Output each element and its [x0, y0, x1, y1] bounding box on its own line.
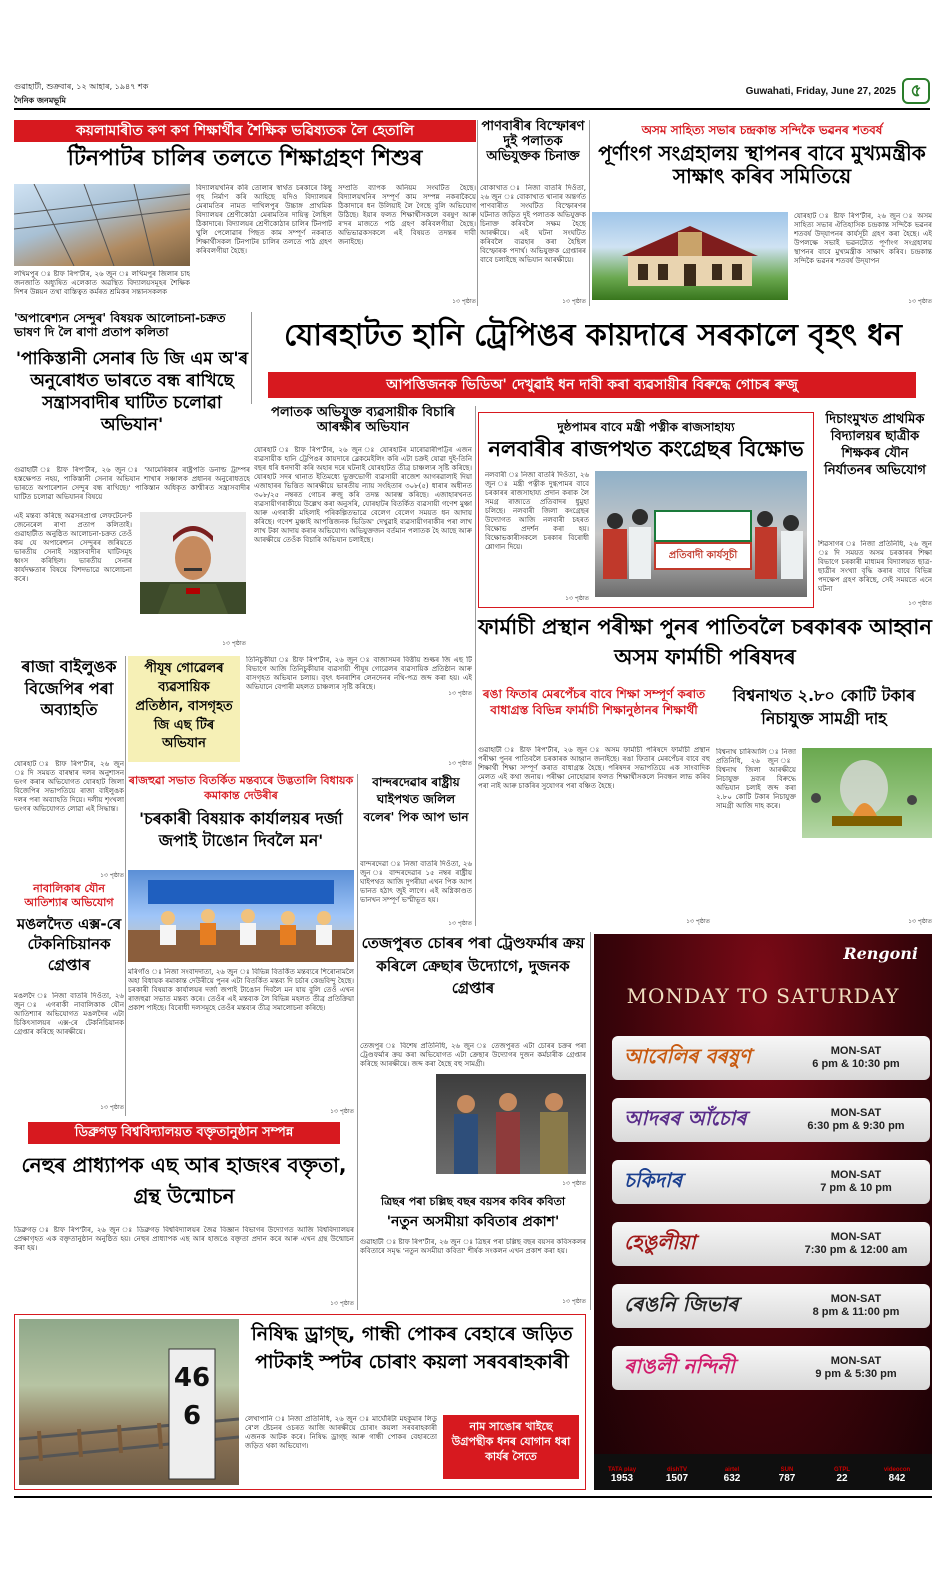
- story-body: শিৱসাগৰ ঃ নিজা প্ৰতিনিধি, ২৬ জুন ঃ দি সময়ত অসম চৰকাৰৰ শিক্ষা বিভাগে চৰকাৰী মাধ্যমৰ বিদ্যালয়ত ছাত্ৰ-ছাত্ৰীৰ সংখ্যা বৃদ্ধি কৰাৰ বাবে বিভিন্ন পদক্ষেপ গ্ৰহণ কৰিছে, সেই সময়তে এনে ঘটনা: [818, 540, 932, 593]
- show-days: MON-SAT: [830, 1231, 882, 1243]
- story-body: বিশ্বনাথ চাৰিআলি ঃ নিজা প্ৰতিনিধি, ২৬ জুন ঃ বিশ্বনাথ জিলা আৰক্ষীয়ে নিচাযুক্ত দ্ৰব্যৰ বিৰুদ্ধে অভিযান চলাই জব্দ কৰা ২.৮০ কোটি টকাৰ নিচাযুক্ত সামগ্ৰী আজি দাহ কৰে।: [716, 748, 796, 810]
- show-time: 8 pm & 11:00 pm: [812, 1306, 900, 1318]
- show-logo: আদৰৰ আঁচোৰ: [624, 1105, 747, 1130]
- story-panbari: [480, 120, 586, 306]
- show-timing: [782, 1107, 930, 1133]
- story-headline: ফাৰ্মাচী প্ৰস্থান পৰীক্ষা পুনৰ পাতিবলৈ চৰকাৰক আহ্বান অসম ফাৰ্মাচী পৰিষদৰ: [478, 615, 932, 670]
- page-number: ৫: [902, 78, 930, 104]
- protest-photo: [595, 471, 807, 597]
- column-rule: [475, 406, 476, 926]
- story-quote-headline: 'নতুন অসমীয়া কবিতাৰ প্ৰকাশ': [386, 1214, 560, 1230]
- story-body: ডিব্ৰুগড় ঃ ষ্টাফ ৰিপ'ৰ্টাৰ, ২৬ জুন ঃ ডিব্ৰুগড় বিশ্ববিদ্যালয়ৰ জৈৱ বিজ্ঞান বিভাগৰ উদ্যোগত আজি বিশ্ববিদ্যালয়ৰ প্ৰেক্ষাগৃহত এক বক্তৃতানুষ্ঠান অনুষ্ঠিত হয়। নেহুৰ প্ৰাধ্যাপক এছ আৰ হাজঙে বক্তৃতা প্ৰদান কৰে আৰু এখন গ্ৰন্থ উন্মোচন কৰা হয়।: [14, 1226, 354, 1252]
- story-body: লখিমপুৰ ঃ ষ্টাফ ৰিপ'ৰ্টাৰ, ২৬ জুন ঃ লখিমপুৰ জিলাৰ চাহ জনজাতি অধ্যুষিত এলেকাত অৱস্থিত বিদ্যালয়সমূহৰ শৈক্ষিক দিশৰ উন্নয়ন তথা বাস্তিত্বত কৰ্মৰত শ্ৰমিকৰ সন্তানসকলক: [14, 270, 190, 296]
- lead-headline: যোৰহাটত হানি ট্ৰেপিঙৰ কায়দাৰে সৰকালে বৃহৎ ধন: [283, 318, 903, 353]
- channel-number: 632: [723, 1473, 741, 1484]
- show-time: 7 pm & 10 pm: [820, 1182, 892, 1194]
- lead-subheadline: পলাতক অভিযুক্ত ব্যৱসায়ীক বিচাৰি আৰক্ষীৰ অভিযান: [271, 405, 455, 435]
- channel-number: 787: [778, 1473, 796, 1484]
- story-patkai-coal: [14, 1314, 586, 1490]
- channel-item: [877, 1467, 917, 1484]
- story-dichangmukh: [818, 412, 932, 608]
- rengoni-advertisement: [594, 934, 932, 1490]
- story-poetry-collection: [360, 1196, 586, 1310]
- channel-item: [822, 1467, 862, 1484]
- page-bottom-rule: [14, 1496, 932, 1498]
- story-headline: পূৰ্ণাংগ সংগ্ৰহালয় স্থাপনৰ বাবে মুখ্যমন্ত্ৰীক সাক্ষাৎ কৰিব সমিতিয়ে: [598, 141, 926, 188]
- show-days: MON-SAT: [830, 1293, 882, 1305]
- story-banner: কয়লামাৰীত কণ কণ শিক্ষাৰ্থীৰ শৈক্ষিক ভৱিষ্যতক লৈ হেতালি: [14, 120, 476, 142]
- show-days: MON-SAT: [830, 1045, 882, 1057]
- story-kicker: অসম সাহিত্য সভাৰ চন্দ্ৰকান্ত সন্দিকৈ ভৱনৰ শতবৰ্ষ: [641, 123, 883, 137]
- story-body: বান্দৰদেৱা ঃ নিজা বাতৰি দিওঁতা, ২৬ জুন ঃ বান্দৰদেৱাৰ ১৫ নম্বৰ ৰাষ্ট্ৰীয় ঘাইপথত আজি দুপৰীয়া এখন পিক আপ ভানত হঠাৎ জুই লাগে। এই অগ্নিকাণ্ডত ভানখন সম্পূৰ্ণ ভস্মীভূত হয়।: [360, 860, 472, 904]
- officer-portrait: [140, 512, 246, 614]
- channel-logo: SUN: [780, 1467, 794, 1473]
- story-congress-protest: [478, 412, 814, 608]
- story-body: নলবাৰী ঃ নিজা বাতৰি দিওঁতা, ২৬ জুন ঃ মন্ত্ৰী পত্নীক দুগ্ধপামৰ বাবে চৰকাৰৰ ৰাজসাহায্য প্ৰদান কৰাক লৈ সমগ্ৰ ৰাজ্যতে প্ৰতিবাদৰ ধুমুহা চলিছে। নলবাৰী জিলা কংগ্ৰেছৰ উদ্যোগত আজি নলবাৰী চহৰত বিক্ষোভ প্ৰদৰ্শন কৰা হয়। বিক্ষোভকাৰীসকলে চৰকাৰ বিৰোধী শ্লোগান দিয়ে।: [485, 471, 589, 551]
- show-days: MON-SAT: [830, 1107, 882, 1119]
- continued-label: ১৩ পৃষ্ঠাত: [908, 600, 932, 607]
- show-timing: [782, 1293, 930, 1319]
- show-row: [612, 1222, 930, 1266]
- column-rule: [251, 312, 252, 404]
- lead-story-honey-trap: [254, 314, 932, 404]
- show-row: [612, 1036, 930, 1080]
- story-body: লেখাপানি ঃ নিজা প্ৰতিনিধি, ২৬ জুন ঃ মাৰ্ঘেৰিটা মহকুমাৰ লিডু ৰে'ল ষ্টেচনৰ ওচৰত আজি আৰক্ষীয়ে চোৰাং কয়লা সৰবৰাহকাৰী এজনক আটক কৰে। নিষিদ্ধ ড্ৰাগ্‌ছ আৰু গান্ধী পোকৰ বেহাৰতো জড়িত থকা অভিযোগ।: [245, 1415, 437, 1450]
- story-headline: পাণবাৰীৰ বিস্ফোৰণ দুই পলাতক অভিযুক্তক চিনাক্ত: [481, 119, 585, 164]
- masthead: [14, 78, 930, 112]
- show-days: MON-SAT: [830, 1355, 882, 1367]
- show-time: 6:30 pm & 9:30 pm: [807, 1120, 905, 1132]
- show-row: [612, 1346, 930, 1390]
- story-banner: ডিব্ৰুগড় বিশ্ববিদ্যালয়ত বক্তৃতানুষ্ঠান সম্পন্ন: [28, 1122, 340, 1144]
- story-ramakanta-deuri: [128, 774, 354, 1118]
- show-timing: [782, 1045, 930, 1071]
- story-body: সম্প্ৰতি ব্যাপক অনিয়ম সংঘটিত হৈছে। বিদ্যালয়খনিৰ সম্পূৰ্ণ কাম সম্পন্ন নকৰাকৈয়ে ঠিকাদাৰে ধন উলিয়াই লৈ গৈছে বুলি অভিযোগ উঠিছে। ইয়াৰ ফলত শিক্ষাৰ্থীসকলে বৰষুণ আৰু ৰ'দৰ মাজতে পাঠ গ্ৰহণ কৰিবলগীয়া হৈছে। অভিভাৱকসকলে এই বিষয়ত তদন্তৰ দাবী জনাইছে।: [338, 184, 476, 246]
- story-headline: টিনপাটৰ চালিৰ তলতে শিক্ষাগ্ৰহণ শিশুৰ: [67, 146, 423, 171]
- story-body: গুৱাহাটী ঃ ষ্টাফ ৰিপ'ৰ্টাৰ, ২৬ জুন ঃ 'আমেৰিকাৰ ৰাষ্ট্ৰপতি ডনাল্ড ট্ৰাম্পৰ হস্তক্ষেপত নহয়, পাকিস্তানী সেনাৰ অভিযান শাখাৰ সঞ্চালক প্ৰধানৰ অনুৰোধতহে ভাৰতে অপাৰেশ্যন সেন্দুৰ বন্ধ ৰাখিছে।' পাকিস্তান অধিকৃত কাশ্মীৰত সন্ত্ৰাসবাদীৰ ঘাটিত চলোৱা অভিযানৰ বিষয়ে: [14, 466, 250, 501]
- column-rule: [589, 120, 590, 306]
- story-body: মৰিগাঁও ঃ নিজা সংবাদদাতা, ২৬ জুন ঃ বিভিন্ন বিতৰ্কিত মন্তব্যৰে শিৰোনামলৈ অহা বিধায়ক ৰমাকান্ত দেউৰীয়ে পুনৰ এটা বিতৰ্কিত মন্তব্য দি চৰ্চাৰ কেন্দ্ৰবিন্দু হৈছে। চৰকাৰী বিষয়াক কাৰ্যালয়ৰ দৰ্জা জপাই টাঙোন দিবলৈ মন যায় বুলি তেওঁ এখন ৰাজহুৱা সভাত মন্তব্য কৰে। তেওঁৰ এই মন্তব্যক লৈ বিভিন্ন মহলত তীব্ৰ প্ৰতিক্ৰিয়া প্ৰকাশ পাইছে। বিৰোধী দলসমূহে তেওঁৰ মন্তব্যৰ তীব্ৰ সমালোচনা কৰিছে।: [128, 968, 354, 1012]
- continued-label: ১৩ পৃষ্ঠাত: [562, 1298, 586, 1305]
- continued-label: ১৩ পৃষ্ঠাত: [686, 918, 710, 925]
- heritage-building-photo: [592, 212, 788, 300]
- channel-number: 1953: [610, 1473, 634, 1484]
- story-body: যোৰহাট ঃ ষ্টাফ ৰিপ'ৰ্টাৰ, ২৬ জুন ঃ দি সময়ত বাৰম্বাৰ দলৰ অনুশাসন ভংগ কৰাৰ অভিযোগত যোৰহাট জিলা বিজেপিৰ সভাপতিয়ে ৰাজা বাইলুঙক দলৰ পৰা অব্যাহতি দিয়ে। দলীয় শৃংখলা ভংগৰ অভিযোগত লোৱা এই সিদ্ধান্ত।: [14, 760, 124, 813]
- channel-number: 842: [888, 1473, 906, 1484]
- story-headline: বান্দৰদেৱাৰ ৰাষ্ট্ৰীয় ঘাইপথত জলিল বলেৰ' পিক আপ ভান: [363, 775, 469, 824]
- story-headline: পীযূষ গোৱেলৰ ব্যৱসায়িক প্ৰতিষ্ঠান, বাসগৃহত জি এছ টিৰ অভিযান: [135, 661, 233, 752]
- story-body: গুৱাহাটী ঃ ষ্টাফ ৰিপ'ৰ্টাৰ, ২৬ জুন ঃ অসম ফাৰ্মাচী পৰিষদে ফাৰ্মাচী প্ৰস্থান পৰীক্ষা পুনৰ পাতিবলৈ চৰকাৰক আহ্বান জনাইছে। ৰঙা ফিতাৰ মেৰপেঁচৰ বাবে বহু শিক্ষাৰ্থী শিক্ষা সম্পূৰ্ণ কৰাত বাধাগ্ৰস্ত হৈছে। পৰিষদৰ সভাপতিয়ে এক সাংবাদিক মেলত এই কথা জনায়। পৰীক্ষা নোহোৱাৰ ফলত শিক্ষাৰ্থীসকলে নিবন্ধন লাভ কৰিব পৰা নাই আৰু চাকৰিৰ সুযোগৰ পৰা বঞ্চিত হৈছে।: [478, 746, 710, 790]
- story-body: বোকাখাত ঃ নিজা বাতৰি দিওঁতা, ২৬ জুন ঃ বোকাখাত থানাৰ অন্তৰ্গত পাণবাৰীত সংঘটিত বিস্ফোৰণৰ ঘটনাত জড়িত দুই পলাতক অভিযুক্তক চিনাক্ত কৰিবলৈ সক্ষম হৈছে আৰক্ষীয়ে। এই ঘটনা সংঘটিত কৰিবলৈ ব্যৱহাৰ কৰা হৈছিল বিস্ফোৰক পদাৰ্থ। অভিযুক্তক গ্ৰেপ্তাৰৰ বাবে চলাইছে অভিযান আৰক্ষীয়ে।: [480, 184, 586, 264]
- show-time: 6 pm & 10:30 pm: [812, 1058, 900, 1070]
- story-headline: নলবাৰীৰ ৰাজপথত কংগ্ৰেছৰ বিক্ষোভ: [488, 437, 804, 461]
- protest-banner-text: প্ৰতিবাদী কাৰ্যসূচী: [668, 550, 738, 561]
- story-headline: নেহুৰ প্ৰাধ্যাপক এছ আৰ হাজংৰ বক্তৃতা, গ্ৰন্থ উন্মোচন: [21, 1153, 347, 1208]
- show-logo: চকিদাৰ: [624, 1167, 683, 1192]
- story-kicker: নাবালিকাৰ যৌন আতিশ্যাৰ অভিযোগ: [24, 882, 114, 910]
- story-body: এই মন্তব্য কৰিছে অৱসৰপ্ৰাপ্ত লেফটেনেণ্ট জেনেৰেল ৰাণা প্ৰতাপ কলিতাই। গুৱাহাটীত অনুষ্ঠিত আলোচনা-চক্ৰত তেওঁ কয় যে অপাৰেশ্যন সেন্দুৰৰ জৰিয়তে ভাৰতীয় সেনাই সন্ত্ৰাসবাদীৰ ঘাটিসমূহ ধ্বংস কৰিছিল। ভাৰতীয় সেনাৰ কাৰ্যদক্ষতাৰ বিষয়ে বিশদভাৱে আলোচনা কৰে।: [14, 512, 132, 583]
- column-rule: [477, 120, 478, 306]
- story-kicker: দুষ্ঠপামৰ বাবে মন্ত্ৰী পত্নীক ৰাজসাহায্য: [557, 420, 735, 434]
- rengoni-logo: Rengoni: [843, 944, 918, 963]
- channel-logo: GTPL: [834, 1467, 850, 1473]
- paper-name: দৈনিক জনমভূমি: [14, 96, 66, 105]
- story-body: যোৰহাট ঃ ষ্টাফ ৰিপ'ৰ্টাৰ, ২৬ জুন ঃ যোৰহাটৰ মাৰোৱাৰীপট্টিৰ এজন ব্যৱসায়ীক হানি ট্ৰেপিঙৰ কায়দাৰে ব্লেকমেইলিং কৰি এটা চক্ৰই যোৱা দুই-তিনি বছৰ ধৰি ধনদাবী কৰি অহাৰ দৰে ঘটনাই যোৰহাটত তীব্ৰ চাঞ্চল্যৰ সৃষ্টি কৰিছে। যোৰহাট সদৰ থানাত ইতিমধ্যে ভুক্তভোগী ব্যৱসায়ী ৰাজেশ আগৰৱালাই দিয়া এজাহাৰৰ ভিত্তিত আৰক্ষীয়ে ভাৰতীয় ন্যায় সংহিতাৰ ৩০৮(৫) ধাৰাৰ অধীনত ৩০৮/২৫ নম্বৰত গোচৰ ৰুজু কৰি তদন্ত আৰম্ভ কৰিছে। এজাহাৰখনত ব্যৱসায়ীগৰাকীয়ে উল্লেখ কৰা অনুসৰি, যোৰহাটৰ বিতৰ্কিত ব্যৱসায়ী গণেশ মুঞ্চা আৰু এগৰাকী মহিলাই পৰিকল্পিতভাৱে বেলেগ বেলেগ সময়ত ধন আদায় কৰিছে। গণেশ মুঞ্চাই আপত্তিজনক ভিডিঅ' দেখুৱাই ব্যৱসায়ীগৰাকীৰ পৰা লাখ লাখ টকা আদায় কৰাৰ অভিযোগ। অভিযুক্তজন বৰ্তমান পলাতক হৈ আছে আৰু আৰক্ষীয়ে তেওঁক বিচাৰি অভিযান চলাইছে।: [254, 446, 472, 544]
- channel-number: 22: [836, 1473, 848, 1484]
- story-body: [360, 1074, 430, 1168]
- drug-burning-photo: [802, 748, 932, 838]
- story-mangaldoi: [14, 882, 124, 1114]
- show-days: MON-SAT: [830, 1169, 882, 1181]
- show-logo: আবেলিৰ বৰষুণ: [624, 1043, 751, 1068]
- story-body: তেজপুৰ ঃ বিশেষ প্ৰতিনিধি, ২৬ জুন ঃ তেজপুৰত এটা চোৰৰ চক্ৰৰ পৰা ট্ৰেণ্ডফৰ্মাৰ ক্ৰয় কৰা অভিযোগত এটা ক্ৰেছাৰ উদ্যোগৰ দুজন কৰ্মচাৰীক গ্ৰেপ্তাৰ কৰিছে আৰক্ষীয়ে। জব্দ কৰা হৈছে বহু সামগ্ৰী।: [360, 1042, 586, 1068]
- story-callout-box: নাম সাঙোৰ খাইছে উগ্ৰপন্থীক ধনৰ যোগান ধৰা কাৰ্যৰ সৈতে: [443, 1415, 579, 1479]
- arrested-persons-photo: [436, 1074, 586, 1174]
- story-kicker: ৰাজহুৱা সভাত বিতৰ্কিত মন্তব্যৰে উদ্ভতালি বিধায়ক কমাকান্ত দেউৰীৰ: [128, 774, 354, 802]
- story-raja-bailung: [14, 656, 124, 880]
- story-body: [802, 844, 932, 914]
- show-timing: [782, 1169, 930, 1195]
- story-body: বিদ্যালয়খনিৰ কৰি তোলাৰ স্বাৰ্থত চৰকাৰে কিছু গৃহ নিৰ্মাণ কৰি আহিছে যদিও বিদ্যালয়ৰ মেৰামতিৰ নামত দাখিলপুৰ উচ্চাঙ্গ প্ৰাথমিক বিদ্যালয়ৰ শ্ৰেণীকোঠা মেৰামতিৰ দায়িত্ব লৈছিল ঠিকাদাৰে। বিদ্যালয়ৰ শ্ৰেণীকোঠাৰ চালিৰ টিনপাট খুলি পেলোৱাৰ পিছত কাম সম্পূৰ্ণ নকৰাত শিক্ষাৰ্থীসকল টিনপাটৰ চালিৰ তলতে পাঠ গ্ৰহণ কৰিবলগীয়া হৈছে।: [196, 184, 332, 255]
- story-headline: 'চৰকাৰী বিষয়াক কাৰ্যালয়ৰ দৰ্জা জপাই টাঙোন দিবলৈ মন': [139, 809, 343, 851]
- story-headline: তেজপুৰত চোৰৰ পৰা ট্ৰেণ্ডফৰ্মাৰ ক্ৰয় কৰিলে ক্ৰেছাৰ উদ্যোগে, দুজনক গ্ৰেপ্তাৰ: [361, 934, 585, 997]
- show-time: 7:30 pm & 12:00 am: [804, 1244, 908, 1256]
- story-headline: ত্ৰিছৰ পৰা চল্লিছ বছৰ বয়সৰ কবিৰ কবিতা: [380, 1195, 566, 1208]
- lead-subbar: আপত্তিজনক ভিডিঅ' দেখুৱাই ধন দাবী কৰা ব্যৱসায়ীৰ বিৰুদ্ধে গোচৰ ৰুজু: [268, 372, 916, 398]
- story-headline: মঙলদৈত এক্স-ৰে টেকনিচিয়ানক গ্ৰেপ্তাৰ: [16, 915, 122, 974]
- continued-label: ১৩ পৃষ্ঠাত: [222, 640, 246, 647]
- continued-label: ১৩ পৃষ্ঠাত: [562, 298, 586, 305]
- story-quote-headline: 'পাকিস্তানী সেনাৰ ডি জি এম অ'ৰ অনুৰোধত ভাৰতে বন্ধ ৰাখিছে সন্ত্ৰাসবাদীৰ ঘাটিত চলোৱা অভিযান': [15, 349, 249, 436]
- continued-label: ১৩ পৃষ্ঠাত: [908, 298, 932, 305]
- continued-label: ১৩ পৃষ্ঠাত: [100, 1104, 124, 1111]
- masthead-date-assamese: গুৱাহাটী, শুক্ৰবাৰ, ১২ আহাৰ, ১৯৪৭ শক: [14, 82, 149, 91]
- story-bandardewa: [360, 774, 472, 928]
- channel-number: 1507: [665, 1473, 689, 1484]
- show-logo: হেঙুলীয়া: [624, 1229, 696, 1254]
- channel-strip: [594, 1454, 932, 1490]
- continued-label: ১৩ পৃষ্ঠাত: [562, 1180, 586, 1187]
- continued-label: ১৩ পৃষ্ঠাত: [565, 595, 589, 602]
- show-timing: [782, 1355, 930, 1381]
- story-subheadline: ৰঙা ফিতাৰ মেৰপেঁচৰ বাবে শিক্ষা সম্পূৰ্ণ কৰাত বাধাগ্ৰস্ত বিভিন্ন ফাৰ্মাচী শিক্ষানুষ্ঠানৰ শিক্ষাৰ্থী: [482, 687, 706, 718]
- story-body: গুৱাহাটী ঃ ষ্টাফ ৰিপ'ৰ্টাৰ, ২৬ জুন ঃ ত্ৰিছৰ পৰা চল্লিছ বছৰ বয়সৰ কবিসকলৰ কবিতাৰে সমৃদ্ধ 'নতুন অসমীয়া কবিতা' শীৰ্ষক সংকলন এখন প্ৰকাশ কৰা হয়।: [360, 1238, 586, 1255]
- show-logo: ৰাঙলী নন্দিনী: [624, 1353, 735, 1378]
- story-tinpat: [14, 120, 476, 306]
- continued-label: ১৩ পৃষ্ঠাত: [100, 872, 124, 879]
- channel-logo: dishTV: [666, 1467, 687, 1473]
- show-row: [612, 1284, 930, 1328]
- schedule-title: MONDAY TO SATURDAY: [626, 984, 900, 1008]
- continued-label: ১৩ পৃষ্ঠাত: [452, 298, 476, 305]
- school-photo: [14, 184, 190, 266]
- continued-label: ১৩ পৃষ্ঠাত: [908, 918, 932, 925]
- story-headline: বিশ্বনাথত ২.৮০ কোটি টকাৰ নিচাযুক্ত সামগ্ৰী দাহ: [732, 686, 916, 729]
- channel-logo: videocon: [883, 1467, 911, 1473]
- continued-label: ১৩ পৃষ্ঠাত: [330, 1300, 354, 1307]
- continued-label: ১৩ পৃষ্ঠাত: [448, 760, 472, 767]
- railway-milestone-photo: [19, 1319, 239, 1485]
- story-body: যোৰহাট ঃ ষ্টাফ ৰিপ'ৰ্টাৰ, ২৬ জুন ঃ অসম সাহিত্য সভাৰ ঐতিহাসিক চন্দ্ৰকান্ত সন্দিকৈ ভৱনৰ শতবৰ্ষ উদ্‌যাপনৰ কাৰ্যসূচী গ্ৰহণ কৰা হৈছে। এই উপলক্ষে সভাই ভৱনটোত পূৰ্ণাংগ সংগ্ৰহালয় স্থাপনৰ বাবে মুখ্যমন্ত্ৰীক সাক্ষাৎ কৰিব। চন্দ্ৰকান্ত সন্দিকৈ ভৱনৰ শতবৰ্ষ উদ্‌যাপন: [794, 212, 932, 265]
- story-body: মঙলদৈ ঃ নিজা বাতৰি দিওঁতা, ২৬ জুন ঃ এগৰাকী নাবালিকাক যৌন আতিশ্যাৰ অভিযোগত মঙলদৈৰ এটা চিকিৎসালয়ৰ এক্স-ৰে টেকনিচিয়ানক গ্ৰেপ্তাৰ কৰিছে আৰক্ষীয়ে।: [14, 992, 124, 1036]
- story-gst-raid: [128, 656, 472, 772]
- show-logo: ৰেঙনি জিভাৰ: [624, 1291, 739, 1316]
- story-tezpur-transformer: [360, 932, 586, 1192]
- show-time: 9 pm & 5:30 pm: [815, 1368, 897, 1380]
- show-timing: [782, 1231, 930, 1257]
- column-rule: [590, 932, 591, 1310]
- column-rule: [357, 774, 358, 1310]
- channel-item: [657, 1467, 697, 1484]
- story-kicker: 'অপাৰেশ্যন সেন্দুৰ' বিষয়ক আলোচনা-চক্ৰত ভাষণ দি লৈ ৰাণা প্ৰতাপ কলিতা: [14, 311, 226, 339]
- masthead-date-english: Guwahati, Friday, June 27, 2025: [745, 86, 896, 97]
- story-biswanath: [716, 684, 932, 928]
- channel-item: [712, 1467, 752, 1484]
- channel-logo: airtel: [724, 1467, 740, 1473]
- story-operation-sindoor: [14, 312, 250, 652]
- channel-item: [602, 1467, 642, 1484]
- story-headline: ৰাজা বাইলুঙক বিজেপিৰ পৰা অব্যাহতি: [21, 657, 117, 720]
- story-sahitya-sabha: [592, 120, 932, 306]
- story-dibrugarh-university: [14, 1122, 354, 1310]
- story-headline: দিচাংমুখত প্ৰাথমিক বিদ্যালয়ৰ ছাত্ৰীক শিক্ষকৰ যৌন নিৰ্যাতনৰ অভিযোগ: [824, 412, 926, 478]
- masthead-rule: [14, 108, 930, 110]
- column-rule: [125, 656, 126, 1116]
- channel-logo: TATA play: [607, 1467, 637, 1473]
- show-row: [612, 1160, 930, 1204]
- story-body: তিনিচুকীয়া ঃ ষ্টাফ ৰিপ'ৰ্টাৰ, ২৬ জুন ঃ বাজাসমৰ বিত্তীয় শুল্কৰ জি এছ টি বিভাগে আজি তিনিচুকীয়াৰ ব্যৱসায়ী পীযূষ গোৱেলৰ ব্যৱসায়িক প্ৰতিষ্ঠান আৰু বাসগৃহত অভিযান চলায়। বৃহৎ ধনৰাশিৰ লেনদেনৰ নথি-পত্ৰ জব্দ কৰা হয়। এই অভিযানে বেপাৰী মহলত চাঞ্চল্যৰ সৃষ্টি কৰিছে।: [246, 656, 472, 691]
- story-headline: নিষিদ্ধ ড্ৰাগ্‌ছ, গান্ধী পোকৰ বেহাৰে জড়িত পাটকাই স্পটৰ চোৰাং কয়লা সৰবৰাহকাৰী: [251, 1323, 573, 1373]
- continued-label: ১৩ পৃষ্ঠাত: [330, 1108, 354, 1115]
- continued-label: ১৩ পৃষ্ঠাত: [448, 690, 472, 697]
- show-row: [612, 1098, 930, 1142]
- milestone-number: 466: [173, 1363, 211, 1431]
- meeting-photo: [128, 870, 354, 962]
- continued-label: ১৩ পৃষ্ঠাত: [448, 920, 472, 927]
- channel-item: [767, 1467, 807, 1484]
